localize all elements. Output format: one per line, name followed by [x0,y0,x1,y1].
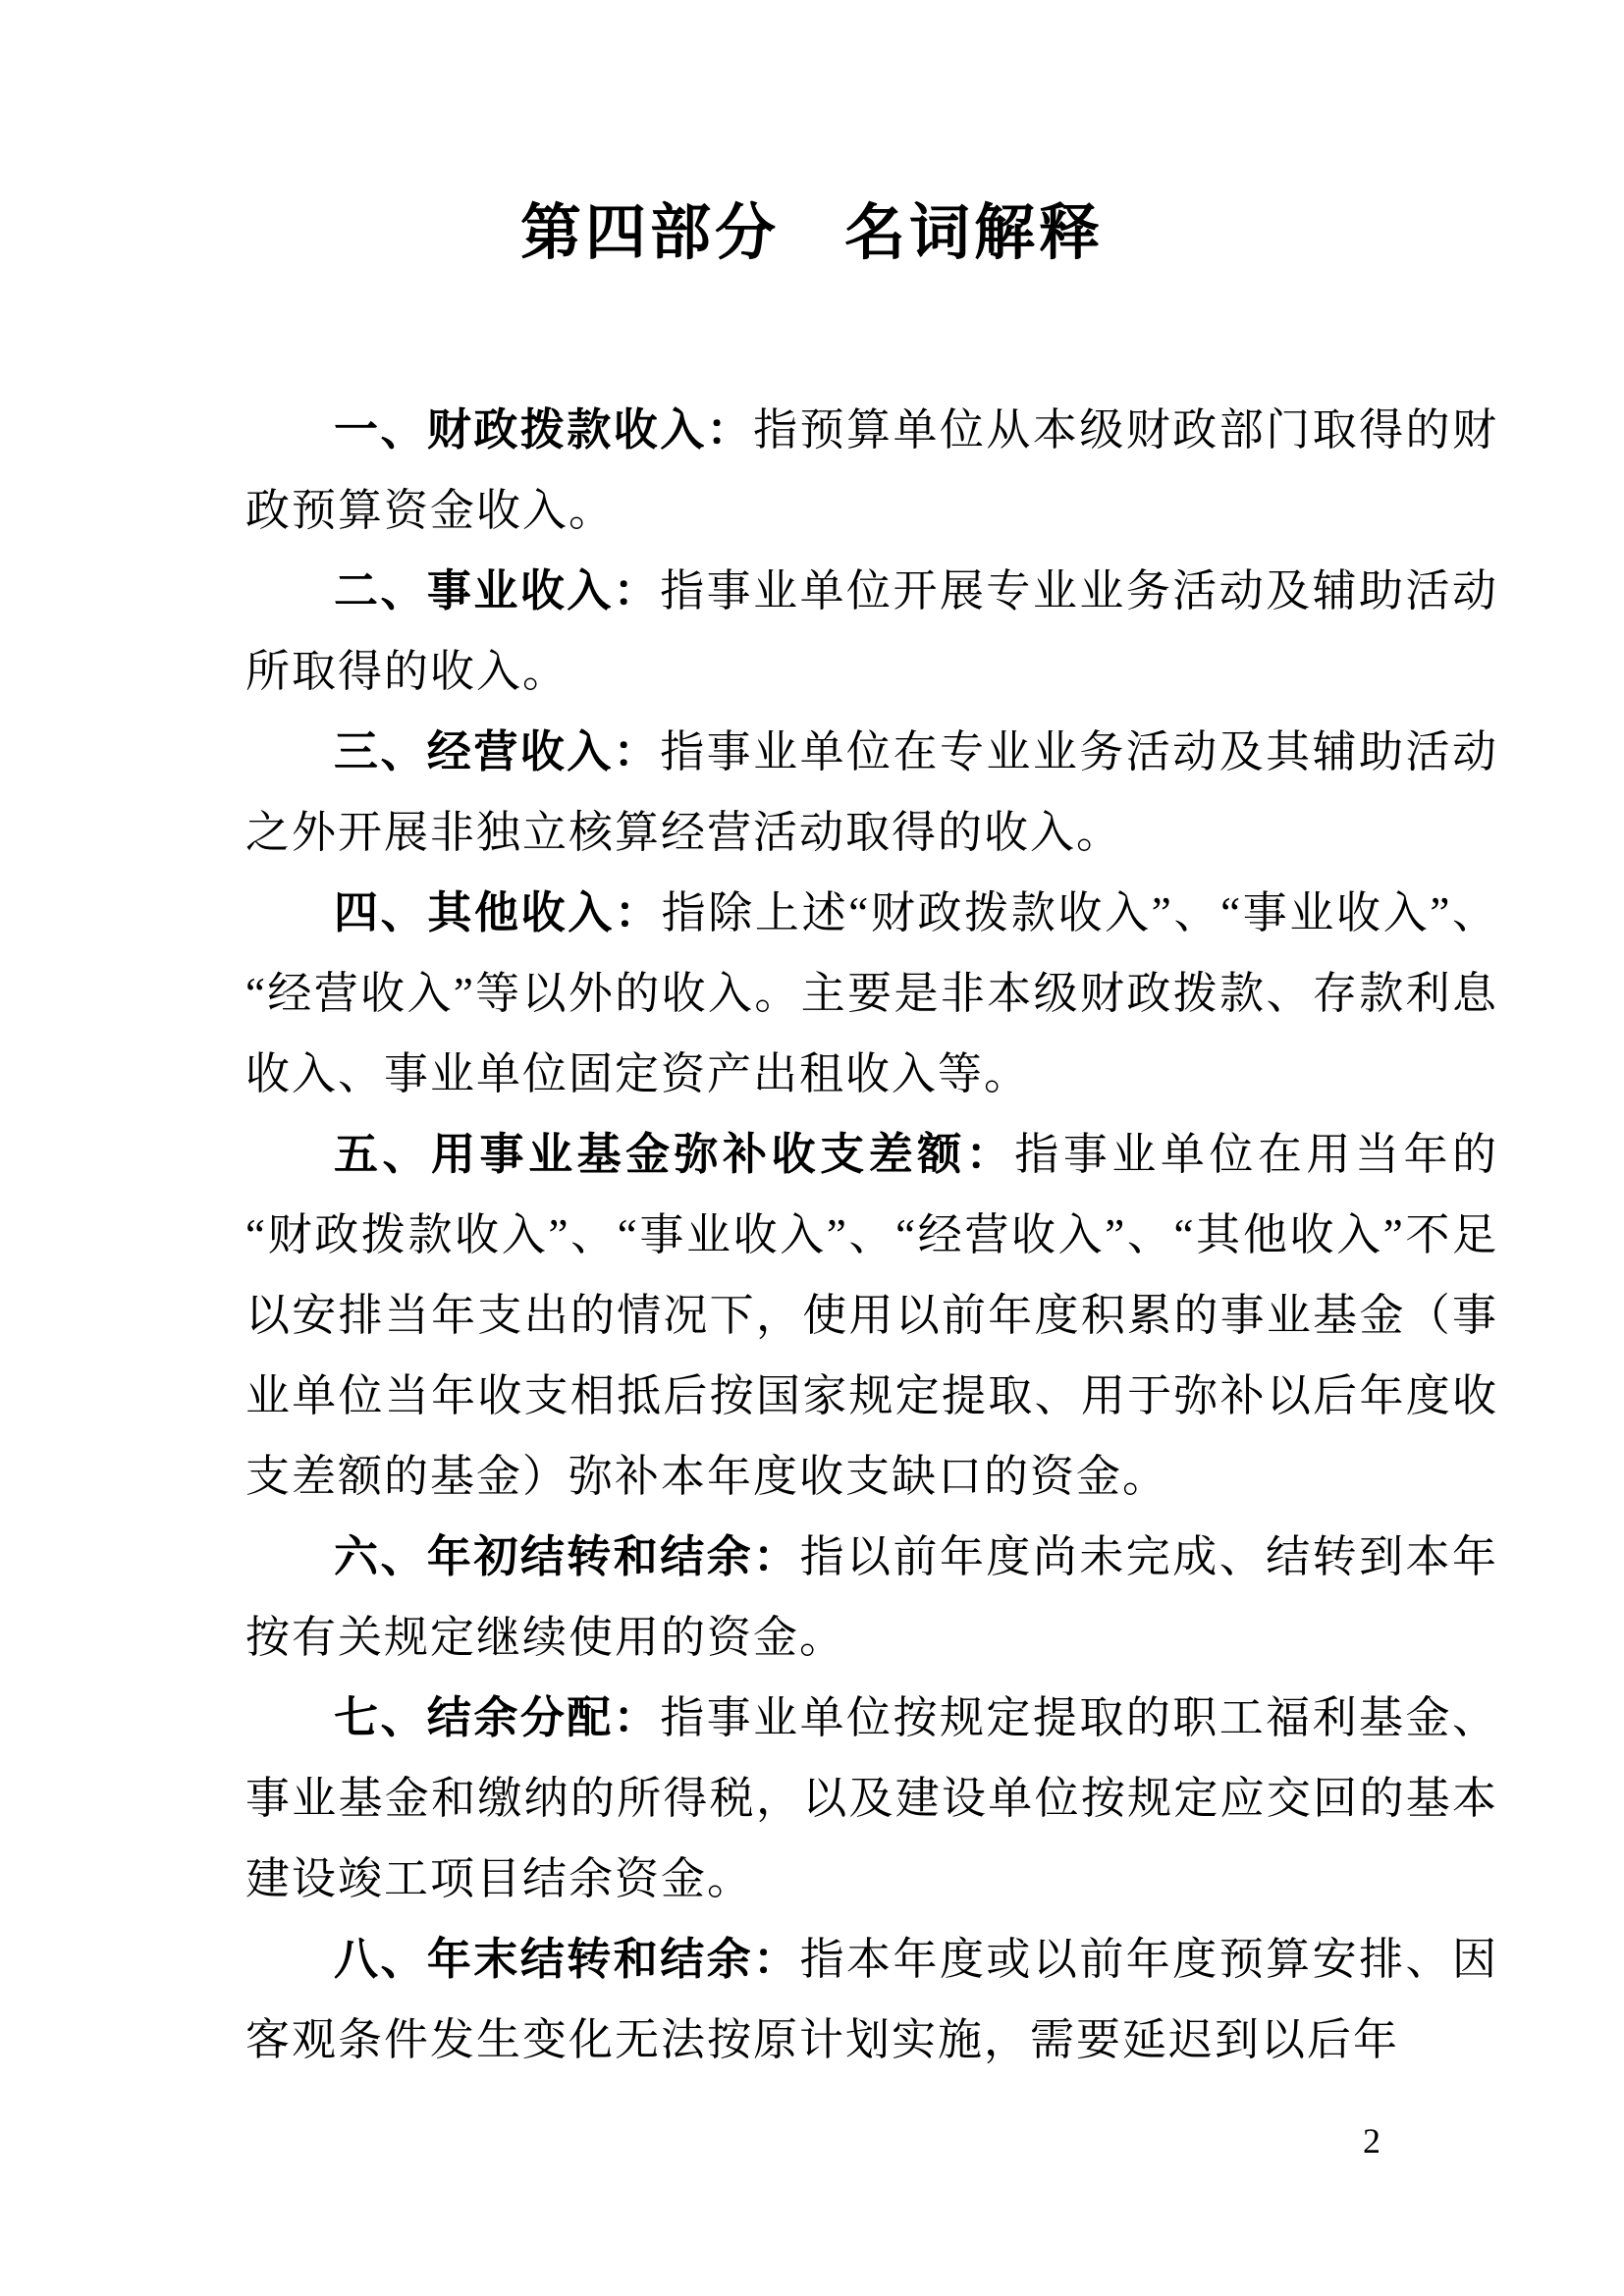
glossary-item-5 [245,1114,1498,1517]
page-number: 2 [1363,2121,1380,2161]
term-label: 四、其他收入： [334,888,662,937]
term-definition: 指本年度或以前年度预算安排、因客观条件发生变化无法按原计划实施，需要延迟到以后年 [245,1935,1498,2064]
term-label: 二、事业收入： [334,566,661,615]
glossary-item-1 [245,390,1498,551]
term-definition: 指除上述“财政拨款收入”、“事业收入”、“经营收入”等以外的收入。主要是非本级财政拨款、存款利息收入、事业单位固定资产出租收入等。 [245,888,1498,1098]
term-definition: 指事业单位按规定提取的职工福利基金、事业基金和缴纳的所得税，以及建设单位按规定应交回的基本建设竣工项目结余资金。 [245,1693,1498,1903]
term-label: 三、经营收入： [334,727,661,776]
term-definition: 指事业单位在用当年的“财政拨款收入”、“事业收入”、“经营收入”、“其他收入”不足以安排当年支出的情况下，使用以前年度积累的事业基金（事业单位当年收支相抵后按国家规定提取、用于弥补以后年度收支差额的基金）弥补本年度收支缺口的资金。 [245,1130,1498,1501]
term-label: 一、财政拨款收入： [334,405,754,454]
term-label: 六、年初结转和结余： [334,1532,800,1581]
term-definition: 指以前年度尚未完成、结转到本年按有关规定继续使用的资金。 [245,1532,1498,1662]
term-label: 八、年末结转和结余： [334,1935,800,1984]
term-definition: 指事业单位开展专业业务活动及辅助活动所取得的收入。 [245,566,1498,696]
glossary-item-3 [245,712,1498,873]
glossary-item-2 [245,551,1498,712]
glossary-item-6 [245,1517,1498,1678]
term-label: 七、结余分配： [334,1693,661,1742]
term-definition: 指预算单位从本级财政部门取得的财政预算资金收入。 [245,405,1498,535]
glossary-item-8 [245,1919,1498,2080]
glossary-item-7 [245,1678,1498,1919]
term-label: 五、用事业基金弥补收支差额： [334,1130,1015,1179]
term-definition: 指事业单位在专业业务活动及其辅助活动之外开展非独立核算经营活动取得的收入。 [245,727,1498,857]
glossary-content [245,390,1498,2080]
page-title: 第四部分 名词解释 [519,200,1104,267]
glossary-item-4 [245,873,1498,1114]
